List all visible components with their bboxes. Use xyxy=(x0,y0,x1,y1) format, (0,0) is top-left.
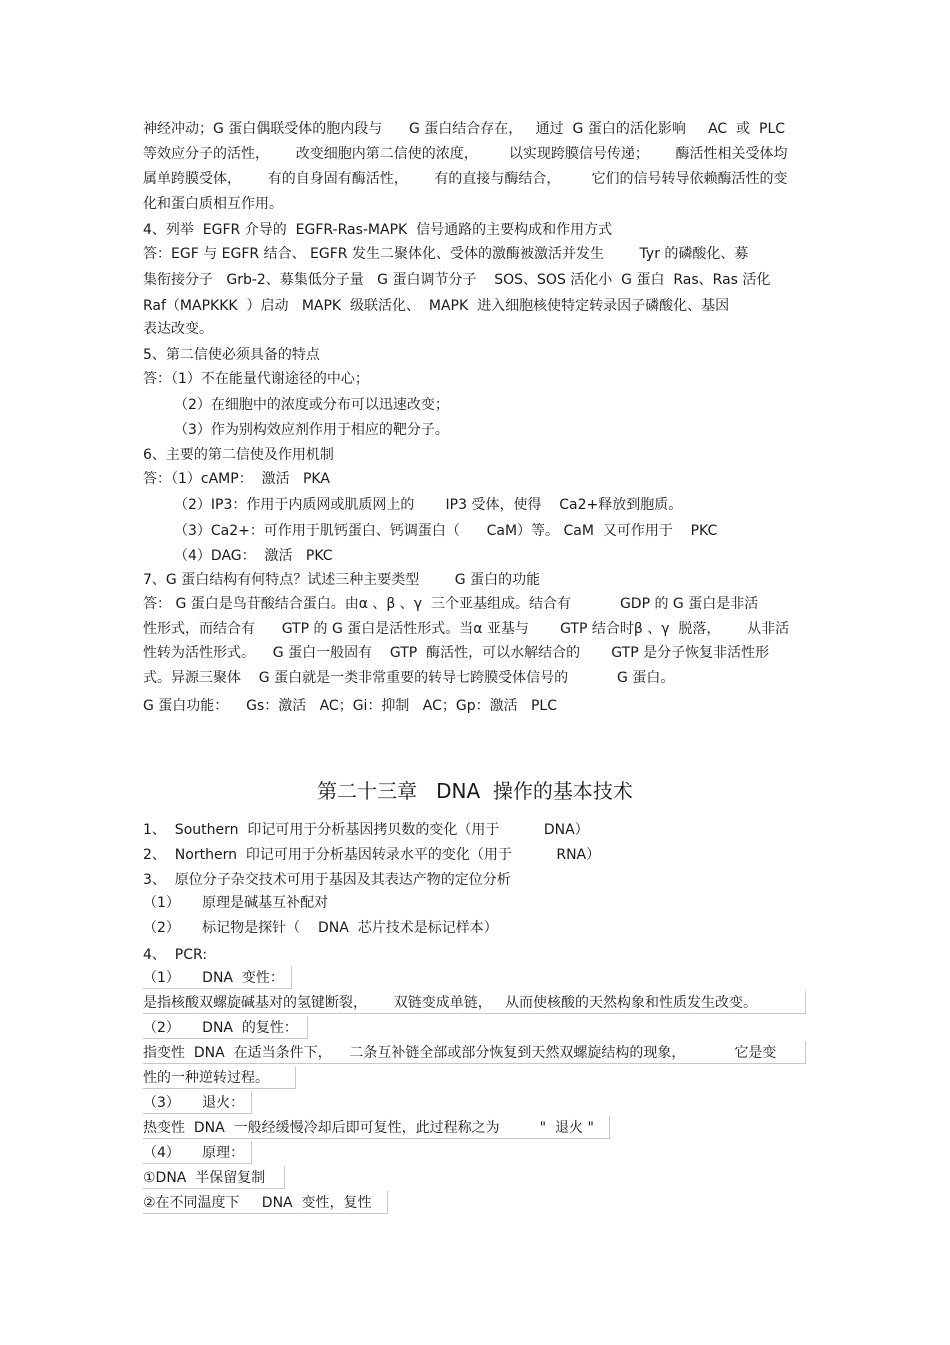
text-line: 答：（1）不在能量代谢途径的中心； xyxy=(143,371,369,387)
list-item: 2、 Northern 印记可用于分析基因转录水平的变化（用于 RNA） xyxy=(143,847,601,863)
pcr-term-annealing: （3） 退火： xyxy=(143,1095,245,1111)
text-line: 答： G 蛋白是鸟苷酸结合蛋白。由α 、β 、γ 三个亚基组成。结合有 GDP 的 G 蛋白是非活 xyxy=(143,596,759,612)
question-heading: 6、主要的第二信使及作用机制 xyxy=(143,447,334,463)
text-line: 式。异源三聚体 G 蛋白就是一类非常重要的转导七跨膜受体信号的 G 蛋白。 xyxy=(143,670,675,686)
pcr-term-denaturation: （1） DNA 变性： xyxy=(143,970,284,986)
definition-line: 指变性 DNA 在适当条件下， 二条互补链全部或部分恢复到天然双螺旋结构的现象， 它是变 xyxy=(143,1045,777,1061)
text-line: 神经冲动；G 蛋白偶联受体的胞内段与 G 蛋白结合存在， 通过 G 蛋白的活化影响 AC 或 PLC xyxy=(143,121,786,137)
text-line: （2）IP3：作用于内质网或肌质网上的 IP3 受体，使得 Ca2+释放到胞质。 xyxy=(174,497,683,513)
text-line: 化和蛋白质相互作用。 xyxy=(143,196,283,212)
chapter-title: 第二十三章 DNA 操作的基本技术 xyxy=(317,779,633,803)
text-line: （4）DAG： 激活 PKC xyxy=(174,548,333,564)
definition-line: 热变性 DNA 一般经缓慢冷却后即可复性，此过程称之为 " 退火 " xyxy=(143,1120,594,1136)
text-line: 表达改变。 xyxy=(143,321,213,337)
text-line: 性形式，而结合有 GTP 的 G 蛋白是活性形式。当α 亚基与 GTP 结合时β 、γ 脱落， 从非活 xyxy=(143,621,790,637)
text-line: （3）作为别构效应剂作用于相应的靶分子。 xyxy=(174,422,449,438)
list-item: （1） 原理是碱基互补配对 xyxy=(143,895,329,911)
principle-item: ①DNA 半保留复制 xyxy=(143,1170,266,1186)
definition-line: 是指核酸双螺旋碱基对的氢键断裂， 双链变成单链， 从而使核酸的天然构象和性质发生改变。 xyxy=(143,995,758,1011)
text-line: 集衔接分子 Grb-2、募集低分子量 G 蛋白调节分子 SOS、SOS 活化小 G 蛋白 Ras、Ras 活化 xyxy=(143,272,771,288)
text-line: 性转为活性形式。 G 蛋白一般固有 GTP 酶活性，可以水解结合的 GTP 是分子恢复非活性形 xyxy=(143,645,770,661)
question-heading: 7、G 蛋白结构有何特点？试述三种主要类型 G 蛋白的功能 xyxy=(143,572,541,588)
question-heading: 5、第二信使必须具备的特点 xyxy=(143,347,320,363)
pcr-term-principle: （4） 原理： xyxy=(143,1145,245,1161)
text-line: Raf（MAPKKK ）启动 MAPK 级联活化、 MAPK 进入细胞核使特定转录因子磷酸化、基因 xyxy=(143,298,730,314)
list-item: 4、 PCR: xyxy=(143,947,208,963)
list-item: 1、 Southern 印记可用于分析基因拷贝数的变化（用于 DNA） xyxy=(143,822,589,838)
list-item: （2） 标记物是探针（ DNA 芯片技术是标记样本） xyxy=(143,920,498,936)
pcr-term-renaturation: （2） DNA 的复性： xyxy=(143,1020,298,1036)
list-item: 3、 原位分子杂交技术可用于基因及其表达产物的定位分析 xyxy=(143,872,511,888)
definition-line: 性的一种逆转过程。 xyxy=(143,1070,269,1086)
text-line: 答：（1）cAMP： 激活 PKA xyxy=(143,471,330,487)
text-line: 答：EGF 与 EGFR 结合、 EGFR 发生二聚体化、受体的激酶被激活并发生 Tyr 的磷酸化、募 xyxy=(143,246,749,262)
question-heading: 4、列举 EGFR 介导的 EGFR-Ras-MAPK 信号通路的主要构成和作用方式 xyxy=(143,222,613,238)
text-line: 等效应分子的活性， 改变细胞内第二信使的浓度， 以实现跨膜信号传递； 酶活性相关受体均 xyxy=(143,146,788,162)
text-line: （2）在细胞中的浓度或分布可以迅速改变； xyxy=(174,397,449,413)
text-line: G 蛋白功能： Gs：激活 AC；Gi：抑制 AC；Gp：激活 PLC xyxy=(143,698,557,714)
principle-item: ②在不同温度下 DNA 变性，复性 xyxy=(143,1195,372,1211)
text-line: （3）Ca2+：可作用于肌钙蛋白、钙调蛋白（ CaM）等。 CaM 又可作用于 PKC xyxy=(174,523,718,539)
text-line: 属单跨膜受体， 有的自身固有酶活性， 有的直接与酶结合， 它们的信号转导依赖酶活性的变 xyxy=(143,171,788,187)
